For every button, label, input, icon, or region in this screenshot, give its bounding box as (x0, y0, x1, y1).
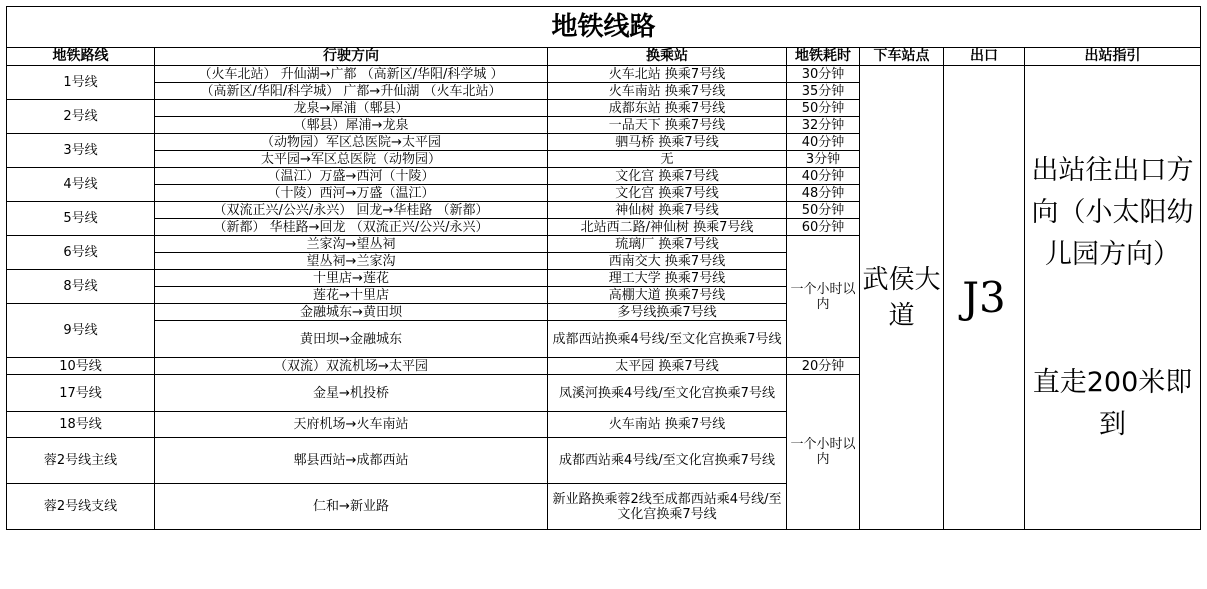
direction-cell: （高新区/华阳/科学城） 广都→升仙湖 （火车北站） (155, 83, 548, 100)
direction-cell: 仁和→新业路 (155, 484, 548, 530)
metro-route-sheet (6, 6, 1200, 582)
time-merged-text: 一个小时以内 (790, 437, 856, 467)
transfer-cell: 成都西站乘4号线/至文化宫换乘7号线 (548, 438, 787, 484)
direction-cell: （火车北站） 升仙湖→广都 （高新区/华阳/科学城 ） (155, 66, 548, 83)
transfer-cell: 文化宫 换乘7号线 (548, 185, 787, 202)
transfer-cell: 多号线换乘7号线 (548, 304, 787, 321)
exit-cell (944, 66, 1025, 530)
table-row (7, 66, 1201, 83)
header-direction: 行驶方向 (155, 48, 548, 66)
transfer-cell: 琉璃厂 换乘7号线 (548, 236, 787, 253)
line-cell: 10号线 (7, 358, 155, 375)
sheet-title: 地铁线路 (7, 7, 1201, 48)
line-cell: 4号线 (7, 168, 155, 202)
time-cell: 32分钟 (787, 117, 860, 134)
direction-cell: 郫县西站→成都西站 (155, 438, 548, 484)
line-cell: 18号线 (7, 412, 155, 438)
transfer-cell: 理工大学 换乘7号线 (548, 270, 787, 287)
line-cell: 8号线 (7, 270, 155, 304)
header-row (7, 48, 1201, 66)
time-cell: 40分钟 (787, 134, 860, 151)
transfer-cell: 西南交大 换乘7号线 (548, 253, 787, 270)
transfer-cell: 火车南站 换乘7号线 (548, 83, 787, 100)
stop-cell (860, 66, 944, 530)
transfer-cell: 火车北站 换乘7号线 (548, 66, 787, 83)
time-cell: 48分钟 (787, 185, 860, 202)
transfer-cell: 神仙树 换乘7号线 (548, 202, 787, 219)
line-cell: 1号线 (7, 66, 155, 100)
direction-cell: （郫县）犀浦→龙泉 (155, 117, 548, 134)
transfer-cell: 高棚大道 换乘7号线 (548, 287, 787, 304)
time-cell: 40分钟 (787, 168, 860, 185)
direction-cell: 金融城东→黄田坝 (155, 304, 548, 321)
transfer-cell: 火车南站 换乘7号线 (548, 412, 787, 438)
direction-cell: （十陵）西河→万盛（温江） (155, 185, 548, 202)
transfer-cell: 凤溪河换乘4号线/至文化宫换乘7号线 (548, 375, 787, 412)
line-cell: 3号线 (7, 134, 155, 168)
line-cell: 蓉2号线主线 (7, 438, 155, 484)
guide-cell (1025, 66, 1201, 530)
transfer-cell: 新业路换乘蓉2线至成都西站乘4号线/至文化宫换乘7号线 (548, 484, 787, 530)
guide-text-2: 直走200米即到 (1032, 366, 1193, 440)
header-line: 地铁路线 (7, 48, 155, 66)
direction-cell: （双流）双流机场→太平园 (155, 358, 548, 375)
time-cell: 20分钟 (787, 358, 860, 375)
header-exit: 出口 (944, 48, 1025, 66)
header-stop: 下车站点 (860, 48, 944, 66)
guide-gap (1031, 276, 1194, 362)
metro-table (6, 6, 1201, 530)
time-merged-text: 一个小时以内 (790, 281, 856, 312)
direction-cell: 望丛祠→兰家沟 (155, 253, 548, 270)
direction-cell: 莲花→十里店 (155, 287, 548, 304)
line-cell: 5号线 (7, 202, 155, 236)
time-cell: 30分钟 (787, 66, 860, 83)
header-guide: 出站指引 (1025, 48, 1201, 66)
time-cell: 3分钟 (787, 151, 860, 168)
direction-cell: （双流正兴/公兴/永兴） 回龙→华桂路 （新都） (155, 202, 548, 219)
transfer-cell: 文化宫 换乘7号线 (548, 168, 787, 185)
transfer-cell: 北站西二路/神仙树 换乘7号线 (548, 219, 787, 236)
direction-cell: （新都） 华桂路→回龙 （双流正兴/公兴/永兴） (155, 219, 548, 236)
transfer-cell: 驷马桥 换乘7号线 (548, 134, 787, 151)
direction-cell: （温江）万盛→西河（十陵） (155, 168, 548, 185)
time-cell: 60分钟 (787, 219, 860, 236)
time-cell-merged (787, 375, 860, 530)
line-cell: 蓉2号线支线 (7, 484, 155, 530)
line-cell: 9号线 (7, 304, 155, 358)
time-cell: 35分钟 (787, 83, 860, 100)
transfer-cell: 太平园 换乘7号线 (548, 358, 787, 375)
time-cell-merged (787, 236, 860, 358)
direction-cell: 天府机场→火车南站 (155, 412, 548, 438)
transfer-cell: 成都东站 换乘7号线 (548, 100, 787, 117)
header-transfer: 换乘站 (548, 48, 787, 66)
line-cell: 17号线 (7, 375, 155, 412)
direction-cell: 金星→机投桥 (155, 375, 548, 412)
direction-cell: 龙泉→犀浦（郫县） (155, 100, 548, 117)
direction-cell: （动物园）军区总医院→太平园 (155, 134, 548, 151)
time-cell: 50分钟 (787, 202, 860, 219)
direction-cell: 兰家沟→望丛祠 (155, 236, 548, 253)
time-cell: 50分钟 (787, 100, 860, 117)
transfer-cell: 无 (548, 151, 787, 168)
direction-cell: 十里店→莲花 (155, 270, 548, 287)
exit-text: J3 (962, 272, 1006, 322)
line-cell: 6号线 (7, 236, 155, 270)
transfer-cell: 一品天下 换乘7号线 (548, 117, 787, 134)
stop-text: 武侯大道 (862, 264, 941, 331)
line-cell: 2号线 (7, 100, 155, 134)
guide-text-1: 出站往出口方向（小太阳幼儿园方向） (1031, 154, 1194, 270)
direction-cell: 太平园→军区总医院（动物园） (155, 151, 548, 168)
direction-cell: 黄田坝→金融城东 (155, 321, 548, 358)
header-time: 地铁耗时 (787, 48, 860, 66)
transfer-cell: 成都西站换乘4号线/至文化宫换乘7号线 (548, 321, 787, 358)
